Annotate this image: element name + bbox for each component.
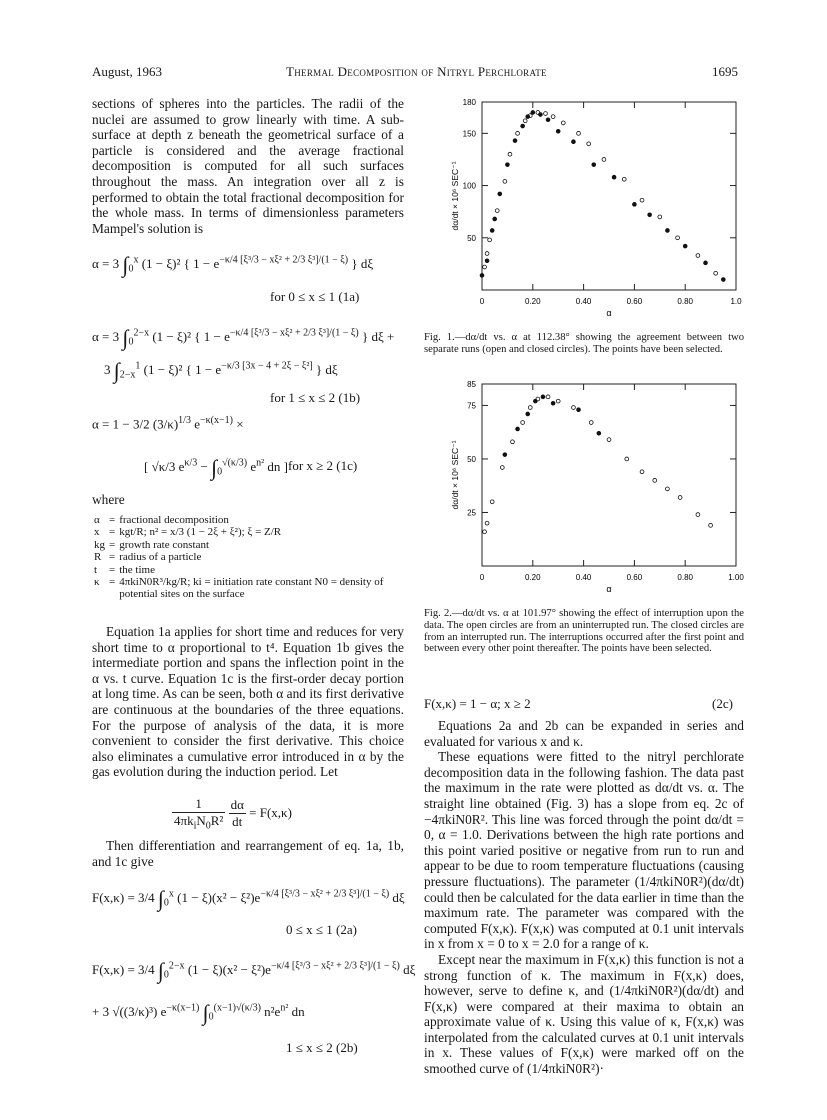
data-point-open	[528, 406, 532, 410]
equation-1b-condition: for 1 ≤ x ≤ 2 (1b)	[270, 390, 361, 405]
data-point-open	[516, 131, 520, 135]
definition-row: R = radius of a particle	[94, 551, 202, 564]
data-point-closed	[648, 213, 652, 217]
x-tick-label: 1.0	[730, 297, 742, 306]
data-point-closed	[516, 427, 520, 431]
data-point-closed	[513, 139, 517, 143]
equation-1a-condition: for 0 ≤ x ≤ 1 (1a)	[270, 289, 360, 304]
data-point-open	[551, 115, 555, 119]
left-paragraph-2	[92, 624, 404, 780]
y-axis-label: dα/dt × 10⁶ SEC⁻¹	[450, 440, 460, 510]
data-point-open	[696, 254, 700, 258]
fitting-text: These equations were fitted to the nitryl perchlorate decomposition data in the following fashion. The data past the maximum in the rate were plotted as dα/dt vs. α. The straight line obtained (Fig. 3) has a slope from eq. 2c of −4πkiN0R². This line was forced through the point dα/dt = 0, α = 1.0. Derivations between the high rate portions and this point varied positive or negative from run to run and appear to be due to room temperature fluctuations (causing pressure fluctuations). The parameter (1/4πkiN0R²)(dα/dt) could then be calculated for the data earlier in time than the maximum rate. The parameter was compared with the computed F(x,κ). F(x,κ) was computed at 0.1 unit intervals in x from x = 0 to x = 2.0 for a range of κ.	[424, 749, 744, 952]
equation-2b: F(x,κ) = 3/4 $\int_0^{2-x}$ $(1 - \xi)(x^2 - \xi^2)e^{-\kappa/4 [\xi^3/3 - x\xi^2 + 2/3 \xi^3]/(1 - \xi)}$ dξ	[92, 958, 416, 983]
x-tick-label: 0.80	[677, 297, 693, 306]
data-point-closed	[539, 113, 543, 117]
data-point-open	[607, 438, 611, 442]
equation-F-definition: $\frac{1}{4\pi k_iN_0R^2}$ $\frac{d\alpha}{dt}$ = F(x,κ)	[174, 796, 292, 832]
data-point-open	[602, 158, 606, 162]
data-point-closed	[490, 229, 494, 233]
data-point-open	[653, 478, 657, 482]
data-point-closed	[612, 175, 616, 179]
data-point-open	[696, 513, 700, 517]
x-tick-label: 0.20	[525, 573, 541, 582]
figure-1-plot	[450, 98, 742, 318]
data-point-open	[678, 496, 682, 500]
equation-1a: α = 3 $\int_0^x$ (1 − ξ)² { $1 - e^{-\kappa/4 [\xi^3/3 - x\xi^2 + 2/3 \xi^3]/(1 - \xi)}$ } dξ	[92, 252, 374, 277]
data-point-open	[714, 271, 718, 275]
data-point-open	[503, 179, 507, 183]
running-header-date: August, 1963	[92, 64, 163, 79]
data-point-open	[521, 421, 525, 425]
differentiation-text: Then differentiation and rearrangement of eq. 1a, 1b, and 1c give	[92, 838, 404, 869]
data-point-closed	[546, 118, 550, 122]
x-tick-label: 1.00	[728, 573, 744, 582]
figure-2-caption: Fig. 2.—dα/dt vs. α at 101.97° showing the effect of interruption upon the data. The open circles are from an uninterrupted run. The closed circles are from an interrupted run. The interruptions occurred after the first point and between every other point thereafter. The points have been selected.	[424, 608, 744, 655]
data-point-closed	[521, 124, 525, 128]
data-point-open	[577, 131, 581, 135]
equation-2c-tag: (2c)	[712, 696, 733, 711]
x-tick-label: 0.40	[575, 573, 592, 582]
equation-2b-condition: 1 ≤ x ≤ 2 (2b)	[286, 1040, 358, 1055]
data-point-closed	[597, 431, 601, 435]
y-tick-label: 180	[462, 98, 476, 107]
data-point-closed	[480, 273, 484, 277]
data-point-closed	[633, 202, 637, 206]
mampel-intro-text: sections of spheres into the particles. The radii of the nuclei are assumed to grow linearly with time. A sub-surface at depth z beneath the geometrical surface of a particle is considered and the average fractional decomposition is computed for all such surfaces throughout the mass. An integration over all z is performed to obtain the total fractional decomposition for the whole mass. In terms of dimensionless parameters Mampel's solution is	[92, 96, 404, 236]
data-point-closed	[498, 192, 502, 196]
data-point-closed	[577, 408, 581, 412]
x-tick-label: 0.80	[677, 573, 693, 582]
symbol-definitions	[92, 514, 411, 601]
figure-2-plot	[450, 380, 744, 594]
data-point-closed	[493, 217, 497, 221]
equation-1b-cont: 3 $\int_{2-x}^1$ (1 − ξ)² { $1 - e^{-\kappa/3 [3x - 4 + 2\xi - \xi^2]}$ } dξ	[104, 358, 338, 383]
y-tick-label: 150	[462, 129, 476, 139]
definition-row: t = the time	[94, 563, 155, 576]
definition-row: kg = growth rate constant	[94, 538, 210, 551]
plot-frame	[482, 384, 736, 566]
data-point-open	[658, 215, 662, 219]
data-point-open	[546, 395, 550, 399]
right-paragraphs	[424, 718, 744, 1077]
data-point-open	[561, 121, 565, 125]
x-tick-label: 0.20	[525, 297, 541, 306]
data-point-open	[523, 119, 527, 123]
running-header-title: Thermal Decomposition of Nitryl Perchlorate	[286, 64, 547, 79]
data-point-open	[483, 265, 487, 269]
equation-2b-cont: + 3 √((3/κ)³) $e^{-\kappa(x-1)}$ $\int_0^{(x-1)√(\kappa/3)}$ $n^2e^{n^2}$ dn	[92, 1000, 305, 1025]
data-point-closed	[572, 140, 576, 144]
data-point-closed	[592, 163, 596, 167]
data-point-closed	[485, 259, 489, 263]
equation-2a: F(x,κ) = 3/4 $\int_0^x$ $(1 - \xi)(x^2 - \xi^2)e^{-\kappa/4 [\xi^3/3 - x\xi^2 + 2/3 \xi^3]/(1 - \xi)}$ dξ	[92, 886, 405, 911]
y-tick-label: 85	[467, 380, 476, 389]
data-point-closed	[526, 412, 530, 416]
x-tick-label: 0	[479, 573, 485, 582]
y-tick-label: 25	[467, 508, 476, 518]
data-point-open	[589, 421, 593, 425]
data-point-closed	[556, 129, 560, 133]
equation-1c: α = 1 − 3/2 $(3/\kappa)^{1/3}$ $e^{-\kappa(x-1)}$ ×	[92, 415, 244, 432]
x-tick-label: 0.60	[626, 297, 643, 306]
data-point-open	[640, 198, 644, 202]
data-point-open	[544, 112, 548, 116]
data-point-open	[508, 152, 512, 156]
data-point-closed	[666, 229, 670, 233]
maximum-text: Except near the maximum in F(x,κ) this function is not a strong function of κ. The maximum in F(x,κ) does, however, serve to define κ, and (1/4πkiN0R²)(dα/dt) and F(x,κ) were compared at their maxima to obtain an approximate value of κ. Using this value of κ, F(x,κ) was interpolated from the calculated curves at 0.1 unit intervals in x. These values of F(x,κ) were marked off on the smoothed curve of (1/4πkiN0R²)·	[424, 951, 744, 1077]
y-tick-label: 75	[467, 401, 476, 411]
where-label: where	[92, 492, 125, 507]
equation-1c-condition: for x ≥ 2 (1c)	[288, 458, 358, 473]
y-tick-label: 50	[467, 454, 476, 464]
data-point-closed	[506, 163, 510, 167]
data-point-open	[485, 521, 489, 525]
data-point-open	[622, 177, 626, 181]
data-point-open	[511, 440, 515, 444]
data-point-open	[666, 487, 670, 491]
data-point-open	[572, 406, 576, 410]
y-tick-label: 50	[467, 233, 476, 243]
x-tick-label: 0.40	[575, 297, 592, 306]
data-point-open	[485, 252, 489, 256]
equation-2c: F(x,κ) = 1 − α; x ≥ 2	[424, 696, 531, 711]
data-point-closed	[533, 399, 537, 403]
data-point-open	[495, 209, 499, 213]
equation-1c-cont: [ √κ/3 $e^{\kappa/3} - \int_0^{√(\kappa/3)}$ $e^{n^2}$ dn ]	[144, 455, 288, 480]
y-axis-label: dα/dt × 10⁶ SEC⁻¹	[450, 161, 460, 231]
data-point-open	[587, 142, 591, 146]
data-point-closed	[721, 278, 725, 282]
definition-row: κ = 4πkiN0R³/kg/R; ki = initiation rate constant N0 = density of potential sites on the surface	[94, 576, 384, 601]
data-point-closed	[704, 261, 708, 265]
left-paragraph-1	[92, 96, 404, 236]
definition-row: α = fractional decomposition	[94, 514, 229, 526]
data-point-open	[625, 457, 629, 461]
data-point-open	[640, 470, 644, 474]
x-tick-label: 0.60	[626, 573, 643, 582]
x-axis-label: α	[606, 308, 612, 318]
equation-2a-condition: 0 ≤ x ≤ 1 (2a)	[286, 922, 357, 937]
y-tick-label: 100	[462, 181, 476, 191]
data-point-open	[500, 466, 504, 470]
data-point-closed	[531, 111, 535, 115]
equation-discussion-text: Equation 1a applies for short time and reduces for very short time to α proportional to t⁴. Equation 1b gives the intermediate portion and spans the inflection point in the α vs. t curve. Equation 1c is the first-order decay portion at long time. As can be seen, both α and its first derivative are continuous at the boundaries of the three equations. For the purpose of analysis of the data, it is more convenient to consider the first derivative. This choice also eliminates a cumulative error introduced in α by the gas evolution during the induction period. Let	[92, 624, 404, 780]
x-tick-label: 0	[479, 297, 485, 306]
data-point-closed	[683, 244, 687, 248]
figure-1-chart	[420, 94, 750, 330]
data-point-open	[556, 399, 560, 403]
expansion-text: Equations 2a and 2b can be expanded in series and evaluated for various x and κ.	[424, 718, 744, 749]
data-point-closed	[503, 453, 507, 457]
data-point-closed	[526, 115, 530, 119]
data-point-open	[483, 530, 487, 534]
data-point-open	[676, 236, 680, 240]
data-point-open	[709, 523, 713, 527]
definition-row: x = kgt/R; n² = x/3 (1 − 2ξ + ξ²); ξ = Z/R	[94, 526, 282, 539]
data-point-closed	[541, 395, 545, 399]
x-axis-label: α	[606, 584, 612, 594]
page-number: 1695	[712, 64, 738, 79]
data-point-open	[490, 500, 494, 504]
figure-2-chart	[420, 376, 750, 606]
left-paragraph-3	[92, 838, 404, 869]
data-point-open	[488, 238, 492, 242]
plot-frame	[482, 102, 736, 290]
data-point-closed	[551, 401, 555, 405]
equation-1b: α = 3 $\int_0^{2-x}$ (1 − ξ)² { $1 - e^{-\kappa/4 [\xi^3/3 - x\xi^2 + 2/3 \xi^3]/(1 - \xi)}$ } dξ +	[92, 325, 395, 350]
figure-1-caption: Fig. 1.—dα/dt vs. α at 112.38° showing the agreement between two separate runs (open and closed circles). The points have been selected.	[424, 332, 744, 355]
